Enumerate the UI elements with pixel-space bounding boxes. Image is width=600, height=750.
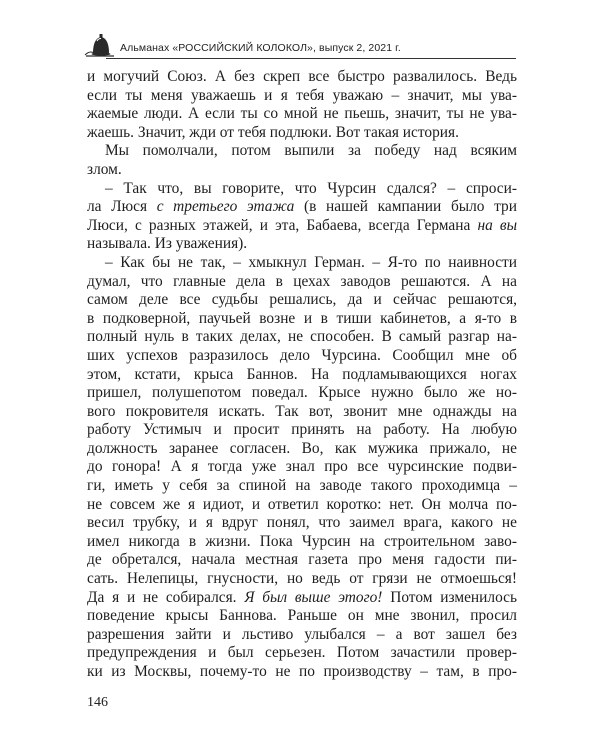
text-line: [87, 198, 517, 217]
text-line: [87, 347, 517, 366]
text-run: самом деле все судьбы решались, да и сейчас решаются,: [87, 291, 517, 309]
text-line: [87, 161, 517, 180]
text-line: [87, 273, 517, 292]
text-run: Потом изменилось: [382, 588, 518, 606]
text-run: жаешь. Значит, жди от тебя подлюки. Вот такая история.: [87, 123, 459, 141]
text-line: [87, 235, 517, 254]
text-run: ших успехов разразилось дело Чурсина. Сообщил мне об: [87, 346, 517, 364]
text-run: пришел, полушепотом поведал. Крысе нужно было же но-: [87, 384, 517, 402]
header-rule: [106, 58, 516, 59]
italic-text: Я был выше этого!: [244, 588, 383, 606]
text-run: разрешения зайти и льстиво улыбался – а вот зашел без: [87, 625, 517, 643]
text-run: имел никогда в жизни. Пока Чурсин на строительном заво-: [87, 532, 517, 550]
running-header: [84, 30, 516, 60]
text-line: [87, 124, 517, 143]
bell-icon: [84, 32, 114, 58]
text-line: [87, 142, 517, 161]
text-run: и могучий Союз. А без скреп все быстро развалилось. Ведь: [87, 68, 517, 85]
text-line: [87, 366, 517, 385]
text-line: [87, 87, 517, 106]
text-run: злом.: [87, 160, 122, 178]
text-line: [87, 589, 517, 608]
text-line: [87, 570, 517, 589]
text-line: [87, 310, 517, 329]
text-run: поведение крысы Баннова. Раньше он мне звонил, просил: [87, 607, 517, 625]
text-run: – Как бы не так, – хмыкнул Герман. – Я-то по наивности: [105, 253, 517, 271]
text-line: [87, 626, 517, 645]
text-run: должность заранее согласен. Во, как мужика прижало, не: [87, 439, 517, 457]
text-run: если ты меня уважаешь и я тебя уважаю – значит, мы ува-: [87, 86, 517, 104]
text-line: [87, 644, 517, 663]
italic-text: с третьего этажа: [156, 198, 295, 216]
text-run: весил трубку, и я вдруг понял, что заимел врага, какого не: [87, 514, 517, 532]
text-line: [87, 328, 517, 347]
text-run: не совсем же я идиот, и ответил коротко: нет. Он молча по-: [87, 495, 517, 513]
text-run: в подковерной, паучьей возне и в тиши кабинетов, а я-то в: [87, 309, 517, 327]
text-line: [87, 68, 517, 87]
text-line: [87, 514, 517, 533]
text-run: де обретался, начала местная газета про меня гадости пи-: [87, 551, 517, 569]
text-run: Да я и не собирался.: [87, 588, 245, 606]
text-line: [87, 291, 517, 310]
text-run: вого покровителя искать. Так вот, звонит мне однажды на: [87, 402, 517, 420]
text-run: – Так что, вы говорите, что Чурсин сдался? – спроси-: [105, 179, 517, 197]
text-line: [87, 551, 517, 570]
text-run: жаемые люди. А если ты со мной не пьешь, значит, ты не ува-: [87, 105, 517, 123]
text-run: до гонора! А я тогда уже знал про все чурсинские подви-: [87, 458, 517, 476]
text-run: называла. Из уважения).: [87, 235, 248, 253]
text-run: ла Люся: [87, 198, 157, 216]
text-line: [87, 403, 517, 422]
text-line: [87, 533, 517, 552]
text-line: [87, 180, 517, 199]
text-line: [87, 254, 517, 273]
text-line: [87, 217, 517, 236]
page-number: 146: [87, 695, 108, 710]
text-run: думал, что главные дела в цехах заводов решаются. А на: [87, 272, 517, 290]
body-text: [87, 68, 517, 682]
text-line: [87, 607, 517, 626]
text-line: [87, 421, 517, 440]
text-run: полный нуль в таких делах, не способен. В самый разгар на-: [87, 328, 517, 346]
text-line: [87, 477, 517, 496]
text-run: (в нашей кампании было три: [294, 198, 517, 216]
text-line: [87, 458, 517, 477]
text-run: предупреждения и был серьезен. Потом зачастили провер-: [87, 644, 517, 662]
text-run: Люси, с разных этажей, и эта, Бабаева, всегда Германа: [87, 216, 478, 234]
text-run: ки из Москвы, почему-то не по производству – там, в про-: [87, 663, 517, 680]
italic-text: на вы: [477, 216, 517, 234]
text-run: ги, иметь у себя за спиной на заводе такого проходимца –: [87, 477, 517, 495]
text-line: [87, 105, 517, 124]
text-line: [87, 384, 517, 403]
text-line: [87, 440, 517, 459]
text-line: [87, 663, 517, 682]
text-run: работу Устимыч и просит принять на работу. На любую: [87, 421, 517, 439]
text-line: [87, 496, 517, 515]
running-header-title: Альманах «РОССИЙСКИЙ КОЛОКОЛ», выпуск 2, 2021 г.: [120, 42, 401, 54]
text-run: Мы помолчали, потом выпили за победу над всяким: [105, 142, 517, 160]
text-run: сать. Нелепицы, гнусности, но ведь от грязи не отмоешься!: [87, 570, 517, 588]
text-run: этом, кстати, крыса Баннов. На подламывающихся ногах: [87, 365, 517, 383]
